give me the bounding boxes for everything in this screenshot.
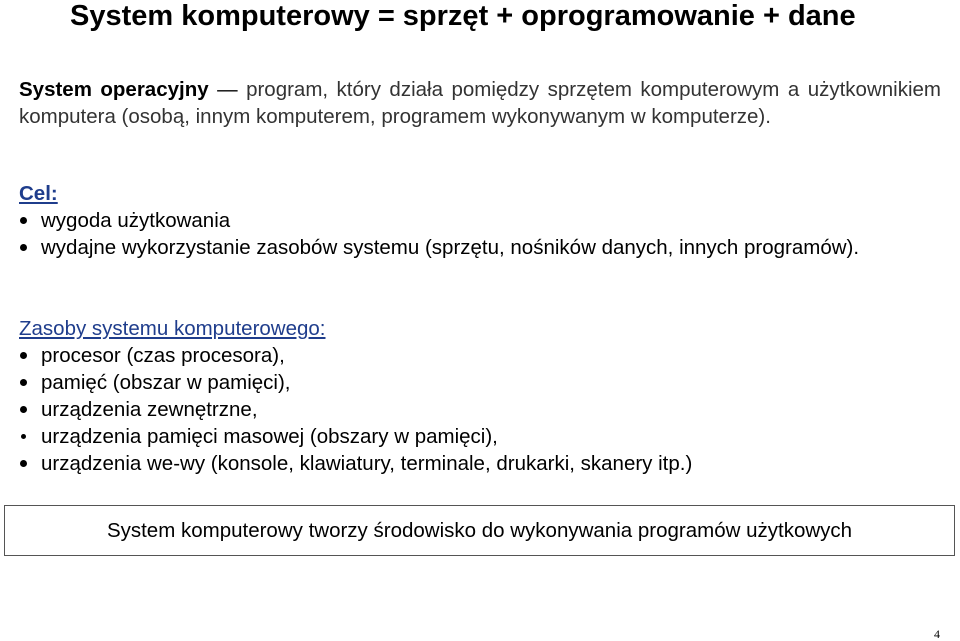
intro-dash: — — [208, 78, 247, 101]
page-number: 4 — [934, 627, 940, 641]
bullet-icon — [20, 406, 27, 413]
resources-list — [19, 342, 941, 477]
bullet-icon — [20, 460, 27, 467]
resource-item-text: pamięć (obszar w pamięci), — [41, 371, 291, 394]
goals-list — [19, 207, 941, 261]
bullet-icon — [20, 217, 27, 224]
resource-item-text: procesor (czas procesora), — [41, 344, 285, 367]
summary-box — [4, 505, 955, 556]
intro-text-part-2: programem wykonywanym w komputerze). — [375, 105, 771, 128]
resource-item — [19, 423, 941, 450]
intro-paragraph — [19, 76, 941, 130]
goal-item-text: wygoda użytkowania — [41, 209, 231, 232]
goal-item — [19, 207, 941, 234]
resources-heading: Zasoby systemu komputerowego: — [19, 317, 326, 340]
summary-text: System komputerowy tworzy środowisko do wykonywania programów użytkowych — [106, 518, 853, 542]
bullet-icon — [21, 434, 26, 439]
goal-item — [19, 234, 941, 261]
resource-item-text: urządzenia we-wy (konsole, klawiatury, terminale, drukarki, skanery itp.) — [41, 452, 693, 475]
resource-item-text: urządzenia zewnętrzne, — [41, 398, 258, 421]
goals-heading: Cel: — [19, 182, 58, 205]
resource-item — [19, 369, 941, 396]
resource-item — [19, 450, 941, 477]
intro-text-part-1: program, który działa pomiędzy sprzętem komputerowym a użytkownikiem komputera (osobą, innym komputerem, — [19, 78, 941, 128]
resource-item-text: urządzenia pamięci masowej (obszary w pamięci), — [41, 425, 498, 448]
intro-lead-term: System operacyjny — [19, 78, 209, 101]
resource-item — [19, 342, 941, 369]
bullet-icon — [20, 379, 27, 386]
slide-title: System komputerowy = sprzęt + oprogramowanie + dane — [70, 0, 856, 32]
bullet-icon — [20, 244, 27, 251]
bullet-icon — [20, 352, 27, 359]
goal-item-text: wydajne wykorzystanie zasobów systemu (sprzętu, nośników danych, innych programów). — [41, 236, 860, 259]
resource-item — [19, 396, 941, 423]
